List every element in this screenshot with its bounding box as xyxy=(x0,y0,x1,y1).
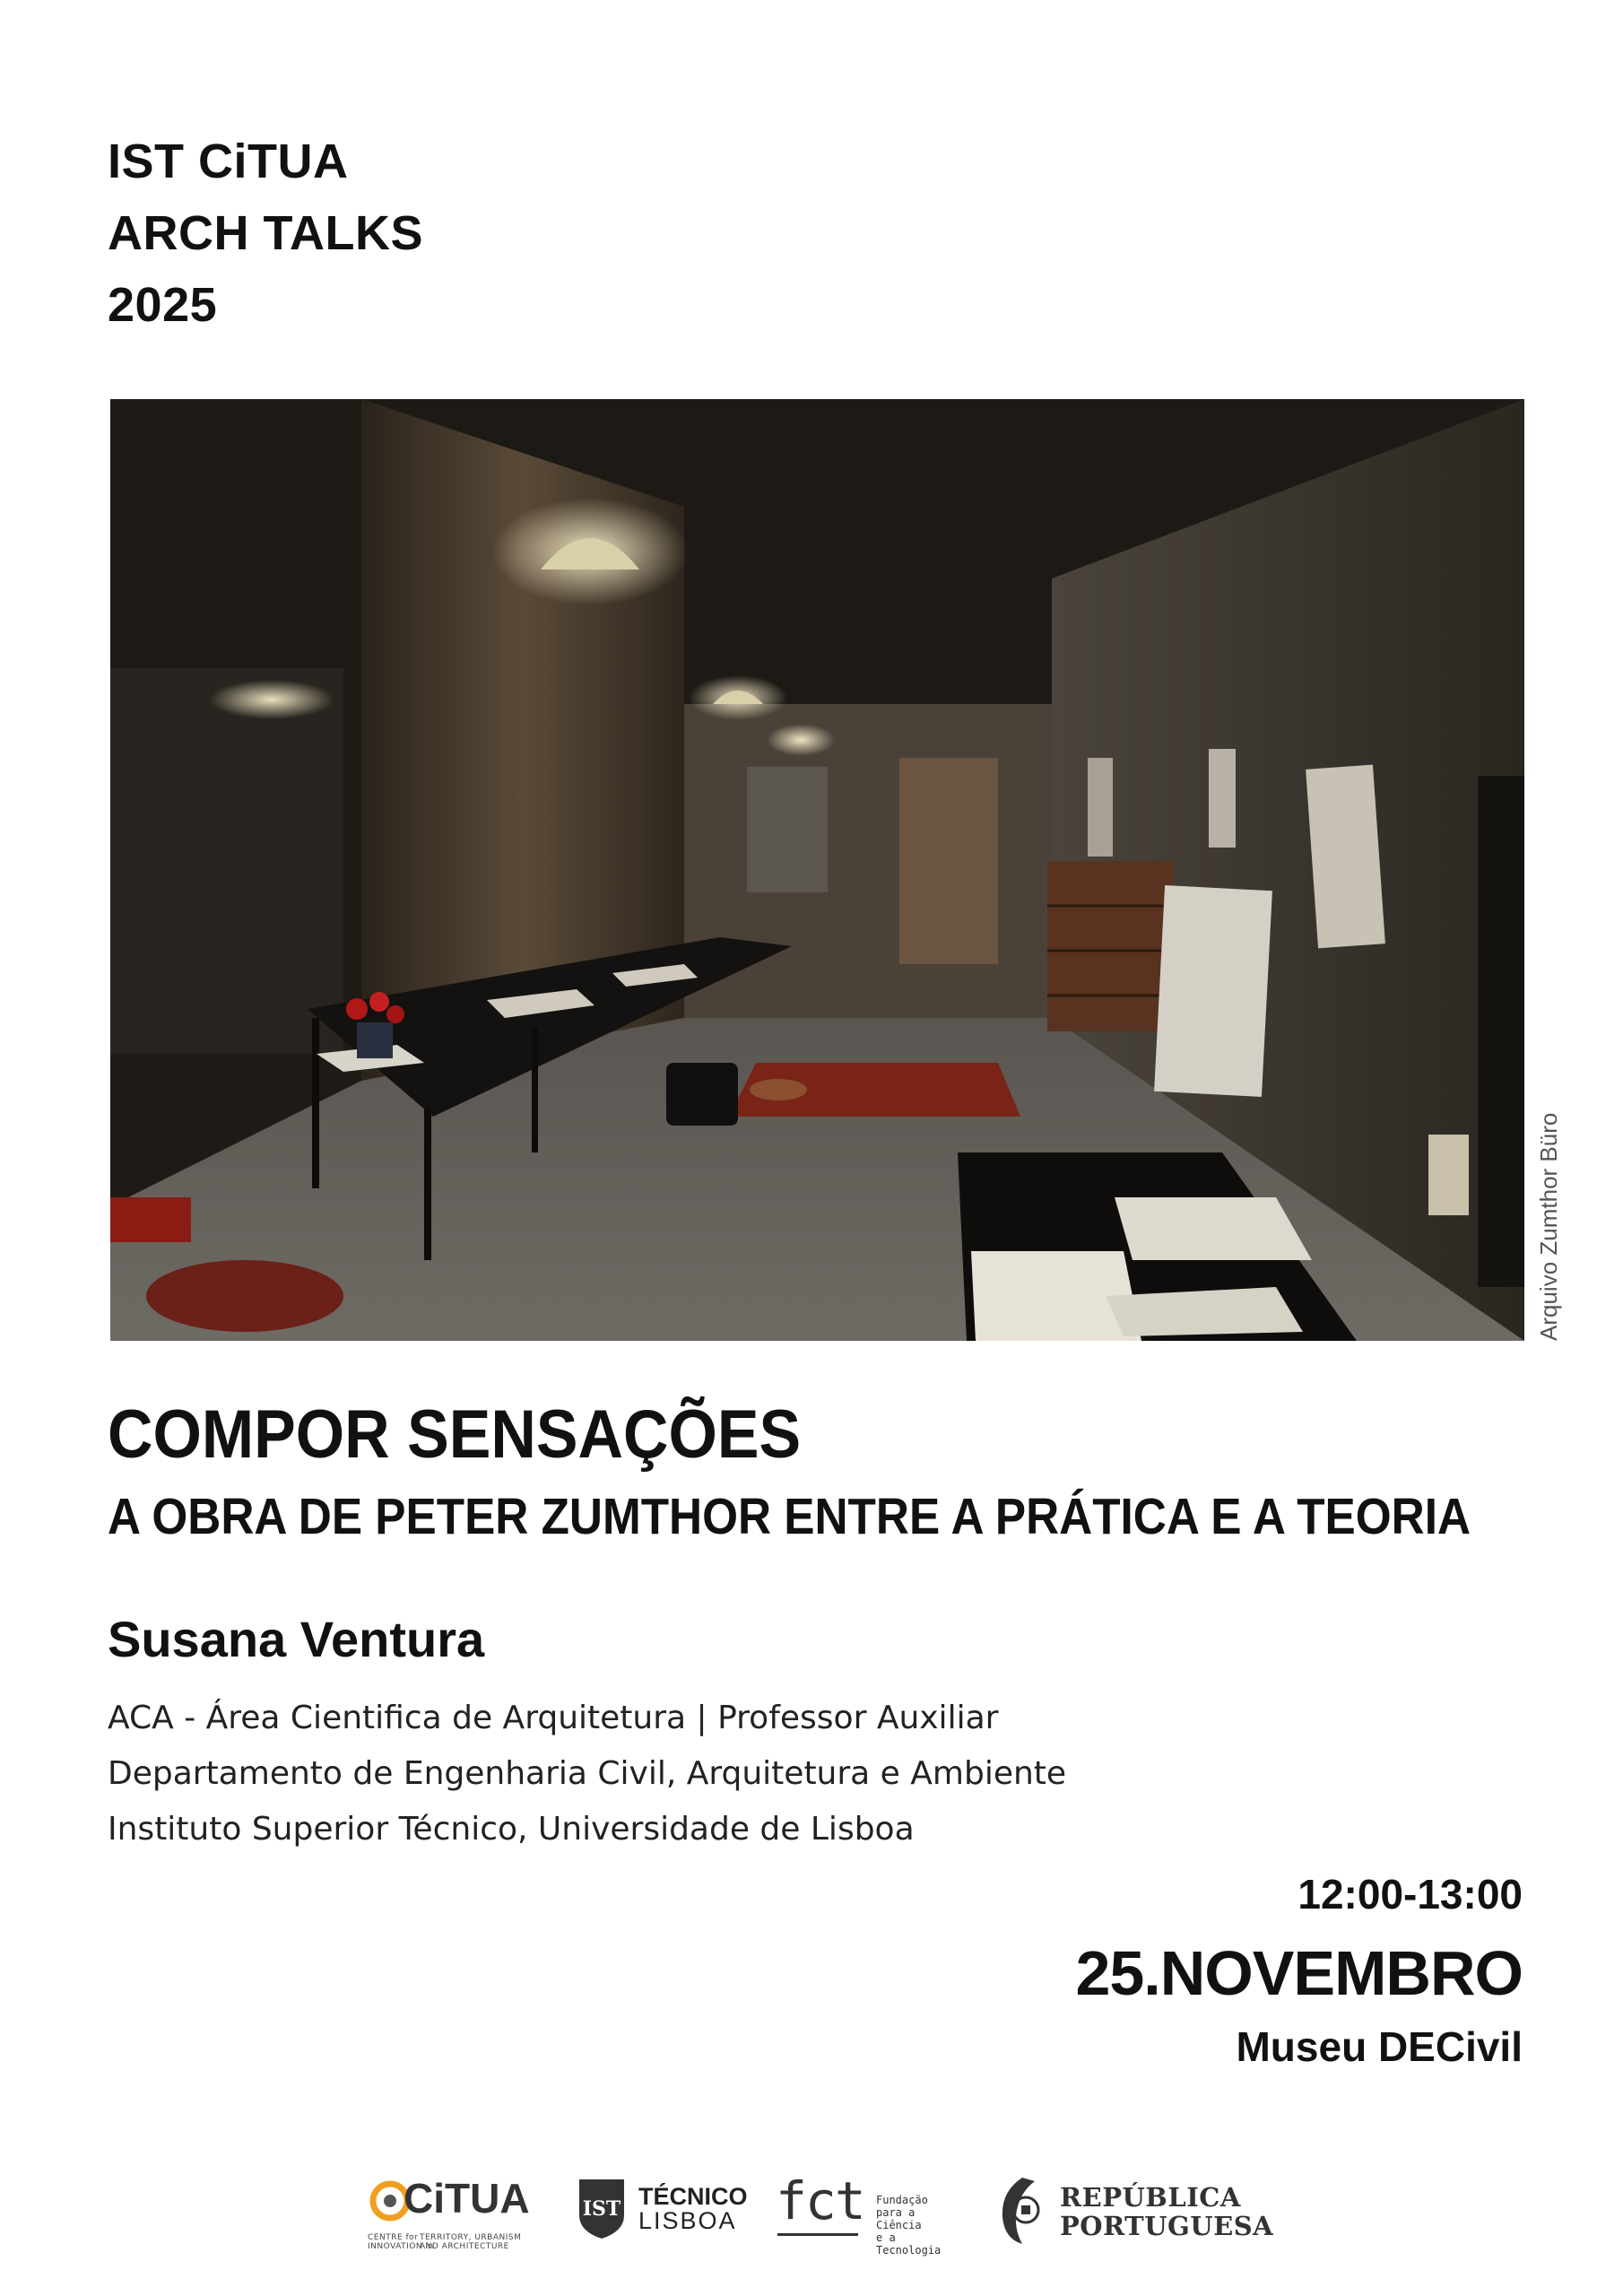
tecnico-line-2: LISBOA xyxy=(638,2207,737,2234)
fct-line-3: e a Tecnologia xyxy=(876,2231,942,2257)
photo-credit-text: Arquivo Zumthor Büro xyxy=(1535,1112,1562,1341)
speaker-name: Susana Ventura xyxy=(108,1611,485,1667)
fct-line-1: Fundação xyxy=(876,2194,928,2206)
fct-underline xyxy=(777,2233,858,2236)
series-line-3: 2025 xyxy=(108,278,218,332)
fct-description xyxy=(876,2194,955,2257)
republica-line-1: REPÚBLICA xyxy=(1060,2182,1241,2213)
series-header xyxy=(108,126,423,341)
citua-tag-right xyxy=(420,2233,521,2251)
citua-tag-text: AND ARCHITECTURE xyxy=(420,2242,509,2251)
tecnico-lisboa-logo xyxy=(576,2170,748,2251)
affiliation-line: Departamento de Engenharia Civil, Arquitetura e Ambiente xyxy=(108,1755,1067,1792)
fct-line-2: para a Ciência xyxy=(876,2206,922,2231)
event-place: Museu DECivil xyxy=(1236,2023,1523,2070)
series-line-1: IST CiTUA xyxy=(108,135,349,188)
citua-logo xyxy=(368,2170,538,2251)
interior-photo xyxy=(110,399,1524,1341)
republica-portuguesa-logo xyxy=(995,2170,1274,2251)
affiliation-line: ACA - Área Cientifica de Arquitetura | Professor Auxiliar xyxy=(108,1700,999,1736)
event-date: 25.NOVEMBRO xyxy=(1075,1938,1523,2008)
talk-subtitle: A OBRA DE PETER ZUMTHOR ENTRE A PRÁTICA E A TEORIA xyxy=(108,1488,1471,1545)
tecnico-line-1: TÉCNICO xyxy=(638,2183,748,2210)
svg-text:IST: IST xyxy=(582,2197,621,2221)
studio-interior-illustration xyxy=(110,399,1524,1341)
fct-wordmark: fct xyxy=(776,2170,864,2231)
republica-line-2: PORTUGUESA xyxy=(1060,2211,1274,2241)
citua-tag-text: CENTRE for xyxy=(368,2233,419,2242)
series-line-2: ARCH TALKS xyxy=(108,206,423,260)
citua-wordmark: CiTUA xyxy=(404,2175,530,2222)
fct-logo xyxy=(776,2170,955,2257)
tecnico-shield-icon xyxy=(576,2176,628,2240)
talk-title: COMPOR SENSAÇÕES xyxy=(108,1396,802,1473)
partner-logos xyxy=(368,2170,1274,2257)
speaker-affiliation xyxy=(108,1691,1066,1857)
affiliation-line: Instituto Superior Técnico, Universidade de Lisboa xyxy=(108,1811,915,1848)
republica-emblem-icon xyxy=(995,2174,1047,2246)
republica-wordmark xyxy=(1060,2183,1273,2240)
citua-tag-text: INNOVATION in xyxy=(368,2242,434,2251)
event-time: 12:00-13:00 xyxy=(1298,1871,1523,1918)
tecnico-wordmark xyxy=(638,2185,748,2233)
citua-tag-text: TERRITORY, URBANISM xyxy=(420,2233,522,2242)
